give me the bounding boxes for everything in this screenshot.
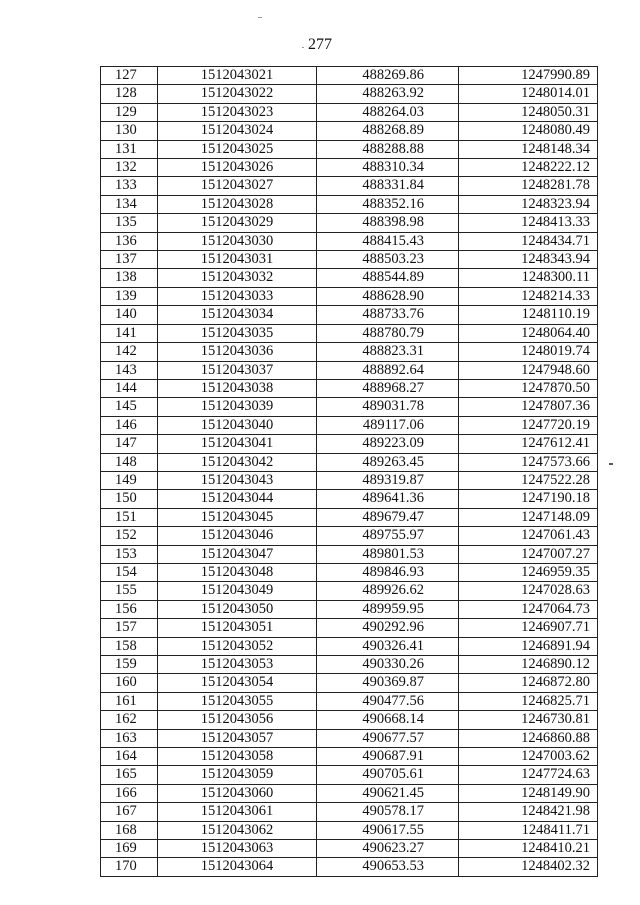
point-id: 1512043045 — [158, 508, 317, 526]
x-coordinate: 489679.47 — [317, 508, 459, 526]
row-number: 141 — [101, 324, 158, 342]
table-row — [101, 637, 598, 655]
point-id: 1512043042 — [158, 453, 317, 471]
point-id: 1512043059 — [158, 766, 317, 784]
y-coordinate: 1248300.11 — [459, 269, 598, 287]
table-row — [101, 159, 598, 177]
x-coordinate: 490668.14 — [317, 711, 459, 729]
y-coordinate: 1248080.49 — [459, 122, 598, 140]
row-number: 135 — [101, 214, 158, 232]
point-id: 1512043035 — [158, 324, 317, 342]
x-coordinate: 488628.90 — [317, 287, 459, 305]
x-coordinate: 490653.53 — [317, 858, 459, 876]
y-coordinate: 1248014.01 — [459, 85, 598, 103]
y-coordinate: 1248421.98 — [459, 803, 598, 821]
row-number: 127 — [101, 67, 158, 85]
table-row — [101, 729, 598, 747]
point-id: 1512043046 — [158, 527, 317, 545]
y-coordinate: 1246890.12 — [459, 656, 598, 674]
table-row — [101, 471, 598, 489]
x-coordinate: 490326.41 — [317, 637, 459, 655]
table-row — [101, 582, 598, 600]
y-coordinate: 1248343.94 — [459, 251, 598, 269]
point-id: 1512043063 — [158, 840, 317, 858]
point-id: 1512043025 — [158, 140, 317, 158]
row-number: 163 — [101, 729, 158, 747]
x-coordinate: 490687.91 — [317, 748, 459, 766]
point-id: 1512043040 — [158, 416, 317, 434]
y-coordinate: 1247522.28 — [459, 471, 598, 489]
row-number: 161 — [101, 692, 158, 710]
point-id: 1512043055 — [158, 692, 317, 710]
y-coordinate: 1248110.19 — [459, 306, 598, 324]
point-id: 1512043044 — [158, 490, 317, 508]
y-coordinate: 1248410.21 — [459, 840, 598, 858]
y-coordinate: 1248019.74 — [459, 343, 598, 361]
table-row — [101, 803, 598, 821]
row-number: 170 — [101, 858, 158, 876]
row-number: 154 — [101, 563, 158, 581]
y-coordinate: 1248222.12 — [459, 159, 598, 177]
table-row — [101, 748, 598, 766]
table-row — [101, 85, 598, 103]
point-id: 1512043037 — [158, 361, 317, 379]
row-number: 150 — [101, 490, 158, 508]
x-coordinate: 490292.96 — [317, 619, 459, 637]
table-row — [101, 545, 598, 563]
table-row — [101, 195, 598, 213]
row-number: 148 — [101, 453, 158, 471]
x-coordinate: 488263.92 — [317, 85, 459, 103]
point-id: 1512043056 — [158, 711, 317, 729]
y-coordinate: 1247948.60 — [459, 361, 598, 379]
table-row — [101, 508, 598, 526]
point-id: 1512043031 — [158, 251, 317, 269]
table-row — [101, 674, 598, 692]
y-coordinate: 1247990.89 — [459, 67, 598, 85]
point-id: 1512043058 — [158, 748, 317, 766]
row-number: 143 — [101, 361, 158, 379]
row-number: 146 — [101, 416, 158, 434]
point-id: 1512043047 — [158, 545, 317, 563]
y-coordinate: 1246825.71 — [459, 692, 598, 710]
point-id: 1512043052 — [158, 637, 317, 655]
row-number: 132 — [101, 159, 158, 177]
table-row — [101, 103, 598, 121]
row-number: 134 — [101, 195, 158, 213]
y-coordinate: 1247720.19 — [459, 416, 598, 434]
table-row — [101, 398, 598, 416]
table-row — [101, 269, 598, 287]
point-id: 1512043064 — [158, 858, 317, 876]
x-coordinate: 489846.93 — [317, 563, 459, 581]
table-row — [101, 821, 598, 839]
row-number: 158 — [101, 637, 158, 655]
x-coordinate: 490369.87 — [317, 674, 459, 692]
point-id: 1512043043 — [158, 471, 317, 489]
point-id: 1512043033 — [158, 287, 317, 305]
row-number: 167 — [101, 803, 158, 821]
x-coordinate: 490623.27 — [317, 840, 459, 858]
point-id: 1512043048 — [158, 563, 317, 581]
table-row — [101, 692, 598, 710]
x-coordinate: 489801.53 — [317, 545, 459, 563]
y-coordinate: 1248434.71 — [459, 232, 598, 250]
x-coordinate: 489263.45 — [317, 453, 459, 471]
x-coordinate: 488823.31 — [317, 343, 459, 361]
x-coordinate: 490705.61 — [317, 766, 459, 784]
table-row — [101, 527, 598, 545]
y-coordinate: 1247612.41 — [459, 435, 598, 453]
row-number: 149 — [101, 471, 158, 489]
row-number: 147 — [101, 435, 158, 453]
coordinate-table-body — [101, 67, 598, 877]
table-row — [101, 287, 598, 305]
x-coordinate: 490578.17 — [317, 803, 459, 821]
table-row — [101, 232, 598, 250]
row-number: 142 — [101, 343, 158, 361]
table-row — [101, 251, 598, 269]
y-coordinate: 1246860.88 — [459, 729, 598, 747]
table-row — [101, 306, 598, 324]
y-coordinate: 1248323.94 — [459, 195, 598, 213]
point-id: 1512043041 — [158, 435, 317, 453]
y-coordinate: 1248411.71 — [459, 821, 598, 839]
y-coordinate: 1246959.35 — [459, 563, 598, 581]
y-coordinate: 1248413.33 — [459, 214, 598, 232]
row-number: 169 — [101, 840, 158, 858]
table-row — [101, 140, 598, 158]
row-number: 136 — [101, 232, 158, 250]
table-row — [101, 379, 598, 397]
row-number: 164 — [101, 748, 158, 766]
scan-speck — [609, 463, 613, 465]
x-coordinate: 488268.89 — [317, 122, 459, 140]
x-coordinate: 489755.97 — [317, 527, 459, 545]
point-id: 1512043062 — [158, 821, 317, 839]
row-number: 152 — [101, 527, 158, 545]
table-row — [101, 343, 598, 361]
y-coordinate: 1247573.66 — [459, 453, 598, 471]
point-id: 1512043051 — [158, 619, 317, 637]
table-row — [101, 361, 598, 379]
point-id: 1512043034 — [158, 306, 317, 324]
point-id: 1512043032 — [158, 269, 317, 287]
y-coordinate: 1246907.71 — [459, 619, 598, 637]
y-coordinate: 1247061.43 — [459, 527, 598, 545]
point-id: 1512043024 — [158, 122, 317, 140]
point-id: 1512043039 — [158, 398, 317, 416]
table-row — [101, 416, 598, 434]
x-coordinate: 488264.03 — [317, 103, 459, 121]
x-coordinate: 489319.87 — [317, 471, 459, 489]
y-coordinate: 1248064.40 — [459, 324, 598, 342]
row-number: 162 — [101, 711, 158, 729]
table-row — [101, 563, 598, 581]
y-coordinate: 1247724.63 — [459, 766, 598, 784]
point-id: 1512043026 — [158, 159, 317, 177]
table-row — [101, 619, 598, 637]
table-row — [101, 324, 598, 342]
row-number: 140 — [101, 306, 158, 324]
point-id: 1512043053 — [158, 656, 317, 674]
table-row — [101, 122, 598, 140]
x-coordinate: 489926.62 — [317, 582, 459, 600]
y-coordinate: 1246730.81 — [459, 711, 598, 729]
y-coordinate: 1248281.78 — [459, 177, 598, 195]
row-number: 168 — [101, 821, 158, 839]
row-number: 160 — [101, 674, 158, 692]
row-number: 156 — [101, 600, 158, 618]
y-coordinate: 1247190.18 — [459, 490, 598, 508]
row-number: 138 — [101, 269, 158, 287]
y-coordinate: 1246891.94 — [459, 637, 598, 655]
y-coordinate: 1248148.34 — [459, 140, 598, 158]
x-coordinate: 488503.23 — [317, 251, 459, 269]
y-coordinate: 1247028.63 — [459, 582, 598, 600]
row-number: 165 — [101, 766, 158, 784]
table-row — [101, 67, 598, 85]
x-coordinate: 488310.34 — [317, 159, 459, 177]
row-number: 153 — [101, 545, 158, 563]
point-id: 1512043060 — [158, 784, 317, 802]
row-number: 130 — [101, 122, 158, 140]
table-row — [101, 435, 598, 453]
point-id: 1512043030 — [158, 232, 317, 250]
y-coordinate: 1248214.33 — [459, 287, 598, 305]
x-coordinate: 488331.84 — [317, 177, 459, 195]
x-coordinate: 489959.95 — [317, 600, 459, 618]
row-number: 137 — [101, 251, 158, 269]
row-number: 128 — [101, 85, 158, 103]
x-coordinate: 488352.16 — [317, 195, 459, 213]
x-coordinate: 488544.89 — [317, 269, 459, 287]
point-id: 1512043036 — [158, 343, 317, 361]
row-number: 131 — [101, 140, 158, 158]
x-coordinate: 489031.78 — [317, 398, 459, 416]
table-row — [101, 214, 598, 232]
row-number: 139 — [101, 287, 158, 305]
y-coordinate: 1247807.36 — [459, 398, 598, 416]
table-row — [101, 177, 598, 195]
y-coordinate: 1247007.27 — [459, 545, 598, 563]
point-id: 1512043049 — [158, 582, 317, 600]
x-coordinate: 490477.56 — [317, 692, 459, 710]
y-coordinate: 1247870.50 — [459, 379, 598, 397]
y-coordinate: 1247148.09 — [459, 508, 598, 526]
page-number: 277 — [308, 36, 332, 53]
x-coordinate: 490621.45 — [317, 784, 459, 802]
y-coordinate: 1246872.80 — [459, 674, 598, 692]
table-row — [101, 453, 598, 471]
table-row — [101, 858, 598, 876]
row-number: 157 — [101, 619, 158, 637]
x-coordinate: 488288.88 — [317, 140, 459, 158]
x-coordinate: 488733.76 — [317, 306, 459, 324]
row-number: 166 — [101, 784, 158, 802]
x-coordinate: 488415.43 — [317, 232, 459, 250]
x-coordinate: 489223.09 — [317, 435, 459, 453]
x-coordinate: 488892.64 — [317, 361, 459, 379]
y-coordinate: 1247003.62 — [459, 748, 598, 766]
x-coordinate: 489641.36 — [317, 490, 459, 508]
point-id: 1512043022 — [158, 85, 317, 103]
x-coordinate: 488398.98 — [317, 214, 459, 232]
x-coordinate: 490330.26 — [317, 656, 459, 674]
y-coordinate: 1248050.31 — [459, 103, 598, 121]
row-number: 159 — [101, 656, 158, 674]
x-coordinate: 489117.06 — [317, 416, 459, 434]
x-coordinate: 488780.79 — [317, 324, 459, 342]
point-id: 1512043057 — [158, 729, 317, 747]
point-id: 1512043027 — [158, 177, 317, 195]
x-coordinate: 490617.55 — [317, 821, 459, 839]
x-coordinate: 490677.57 — [317, 729, 459, 747]
table-row — [101, 840, 598, 858]
point-id: 1512043023 — [158, 103, 317, 121]
row-number: 151 — [101, 508, 158, 526]
point-id: 1512043054 — [158, 674, 317, 692]
table-row — [101, 711, 598, 729]
row-number: 144 — [101, 379, 158, 397]
y-coordinate: 1248149.90 — [459, 784, 598, 802]
point-id: 1512043050 — [158, 600, 317, 618]
scan-speck — [302, 47, 304, 48]
row-number: 145 — [101, 398, 158, 416]
point-id: 1512043061 — [158, 803, 317, 821]
row-number: 133 — [101, 177, 158, 195]
table-row — [101, 490, 598, 508]
point-id: 1512043029 — [158, 214, 317, 232]
y-coordinate: 1247064.73 — [459, 600, 598, 618]
x-coordinate: 488968.27 — [317, 379, 459, 397]
point-id: 1512043021 — [158, 67, 317, 85]
row-number: 129 — [101, 103, 158, 121]
table-row — [101, 784, 598, 802]
table-row — [101, 766, 598, 784]
point-id: 1512043038 — [158, 379, 317, 397]
point-id: 1512043028 — [158, 195, 317, 213]
coordinate-table — [100, 66, 598, 877]
x-coordinate: 488269.86 — [317, 67, 459, 85]
table-row — [101, 600, 598, 618]
row-number: 155 — [101, 582, 158, 600]
table-row — [101, 656, 598, 674]
y-coordinate: 1248402.32 — [459, 858, 598, 876]
scan-speck — [258, 17, 262, 18]
